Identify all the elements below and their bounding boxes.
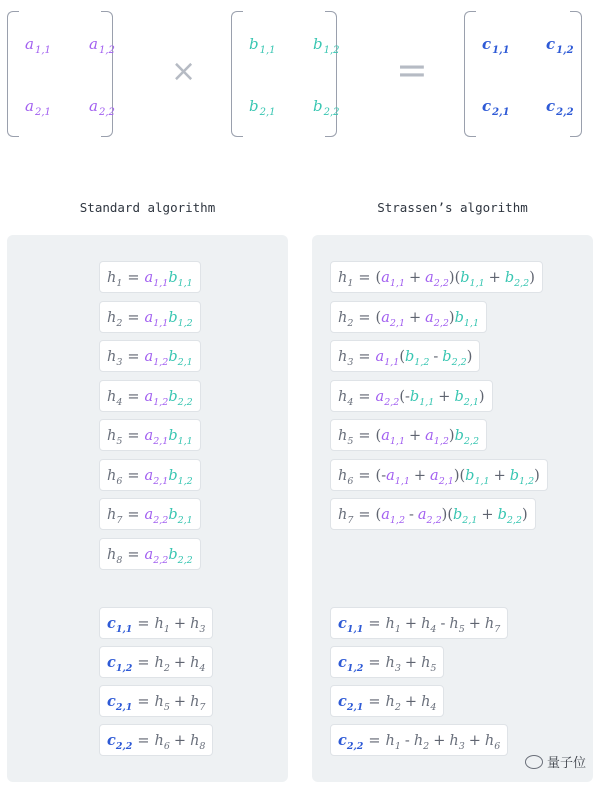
strassen-sum-3: $c_{2,1} = h_2 + h_4$ <box>330 685 444 717</box>
times-symbol: × <box>171 54 197 89</box>
watermark <box>525 752 586 771</box>
matrix-element-a2-2: $a_{2,2}$ <box>89 97 115 118</box>
standard-sum-c1-2: $c_{1,2} = h_2 + h_4$ <box>99 646 213 678</box>
strassen-product-h7: $h_7 = (a_{1,2} - a_{2,2})(b_{2,1} + b_{2,2})$ <box>330 498 536 530</box>
standard-product-h5: $h_5 = a_{2,1}b_{1,1}$ <box>99 419 201 451</box>
matrix-element-b2-1: $b_{2,1}$ <box>249 97 276 118</box>
left-bracket <box>231 11 243 137</box>
matrix-a <box>7 11 113 139</box>
equals-symbol: = <box>396 48 428 92</box>
standard-sum-c2-1: $c_{2,1} = h_5 + h_7$ <box>99 685 213 717</box>
standard-product-h1: $h_1 = a_{1,1}b_{1,1}$ <box>99 261 201 293</box>
standard-sum-c1-1: $c_{1,1} = h_1 + h_3$ <box>99 607 213 639</box>
matrix-element-a1-1: $a_{1,1}$ <box>25 35 51 56</box>
left-bracket <box>7 11 19 137</box>
matrix-c <box>464 11 582 139</box>
strassen-algorithm-panel <box>312 235 593 782</box>
standard-product-h8: $h_8 = a_{2,2}b_{2,2}$ <box>99 538 201 570</box>
matrix-element-a2-1: $a_{2,1}$ <box>25 97 51 118</box>
matrix-element-b1-2: $b_{1,2}$ <box>313 35 340 56</box>
wechat-logo-icon <box>525 755 543 769</box>
right-bracket <box>101 11 113 137</box>
strassen-product-h1: $h_1 = (a_{1,1} + a_{2,2})(b_{1,1} + b_{2,2})$ <box>330 261 543 293</box>
strassen-product-h2: $h_2 = (a_{2,1} + a_{2,2})b_{1,1}$ <box>330 301 487 333</box>
strassen-product-h4: $h_4 = a_{2,2}(-b_{1,1} + b_{2,1})$ <box>330 380 493 412</box>
strassen-product-h3: $h_3 = a_{1,1}(b_{1,2} - b_{2,2})$ <box>330 340 480 372</box>
matrix-element-b1-1: $b_{1,1}$ <box>249 35 276 56</box>
strassen-sum-1: $c_{1,1} = h_1 + h_4 - h_5 + h_7$ <box>330 607 508 639</box>
matrix-element-b2-2: $b_{2,2}$ <box>313 97 340 118</box>
right-bracket <box>570 11 582 137</box>
standard-product-h3: $h_3 = a_{1,2}b_{2,1}$ <box>99 340 201 372</box>
standard-product-h6: $h_6 = a_{2,1}b_{1,2}$ <box>99 459 201 491</box>
matrix-element-c1-1: $c_{1,1}$ <box>482 35 510 56</box>
matrix-element-a1-2: $a_{1,2}$ <box>89 35 115 56</box>
left-bracket <box>464 11 476 137</box>
matrix-element-c2-1: $c_{2,1}$ <box>482 97 510 118</box>
standard-algorithm-title: Standard algorithm <box>79 200 216 215</box>
strassen-sum-2: $c_{1,2} = h_3 + h_5$ <box>330 646 444 678</box>
right-bracket <box>325 11 337 137</box>
strassen-product-h6: $h_6 = (-a_{1,1} + a_{2,1})(b_{1,1} + b_{1,2})$ <box>330 459 548 491</box>
matrix-b <box>231 11 340 139</box>
matrix-element-c1-2: $c_{1,2}$ <box>546 35 574 56</box>
matrix-element-c2-2: $c_{2,2}$ <box>546 97 574 118</box>
standard-product-h2: $h_2 = a_{1,1}b_{1,2}$ <box>99 301 201 333</box>
standard-algorithm-panel <box>7 235 288 782</box>
strassen-algorithm-title: Strassen’s algorithm <box>377 200 528 215</box>
watermark-text: 量子位 <box>546 756 586 771</box>
strassen-product-h5: $h_5 = (a_{1,1} + a_{1,2})b_{2,2}$ <box>330 419 487 451</box>
standard-sum-c2-2: $c_{2,2} = h_6 + h_8$ <box>99 724 213 756</box>
standard-product-h4: $h_4 = a_{1,2}b_{2,2}$ <box>99 380 201 412</box>
standard-product-h7: $h_7 = a_{2,2}b_{2,1}$ <box>99 498 201 530</box>
strassen-sum-4: $c_{2,2} = h_1 - h_2 + h_3 + h_6$ <box>330 724 508 756</box>
